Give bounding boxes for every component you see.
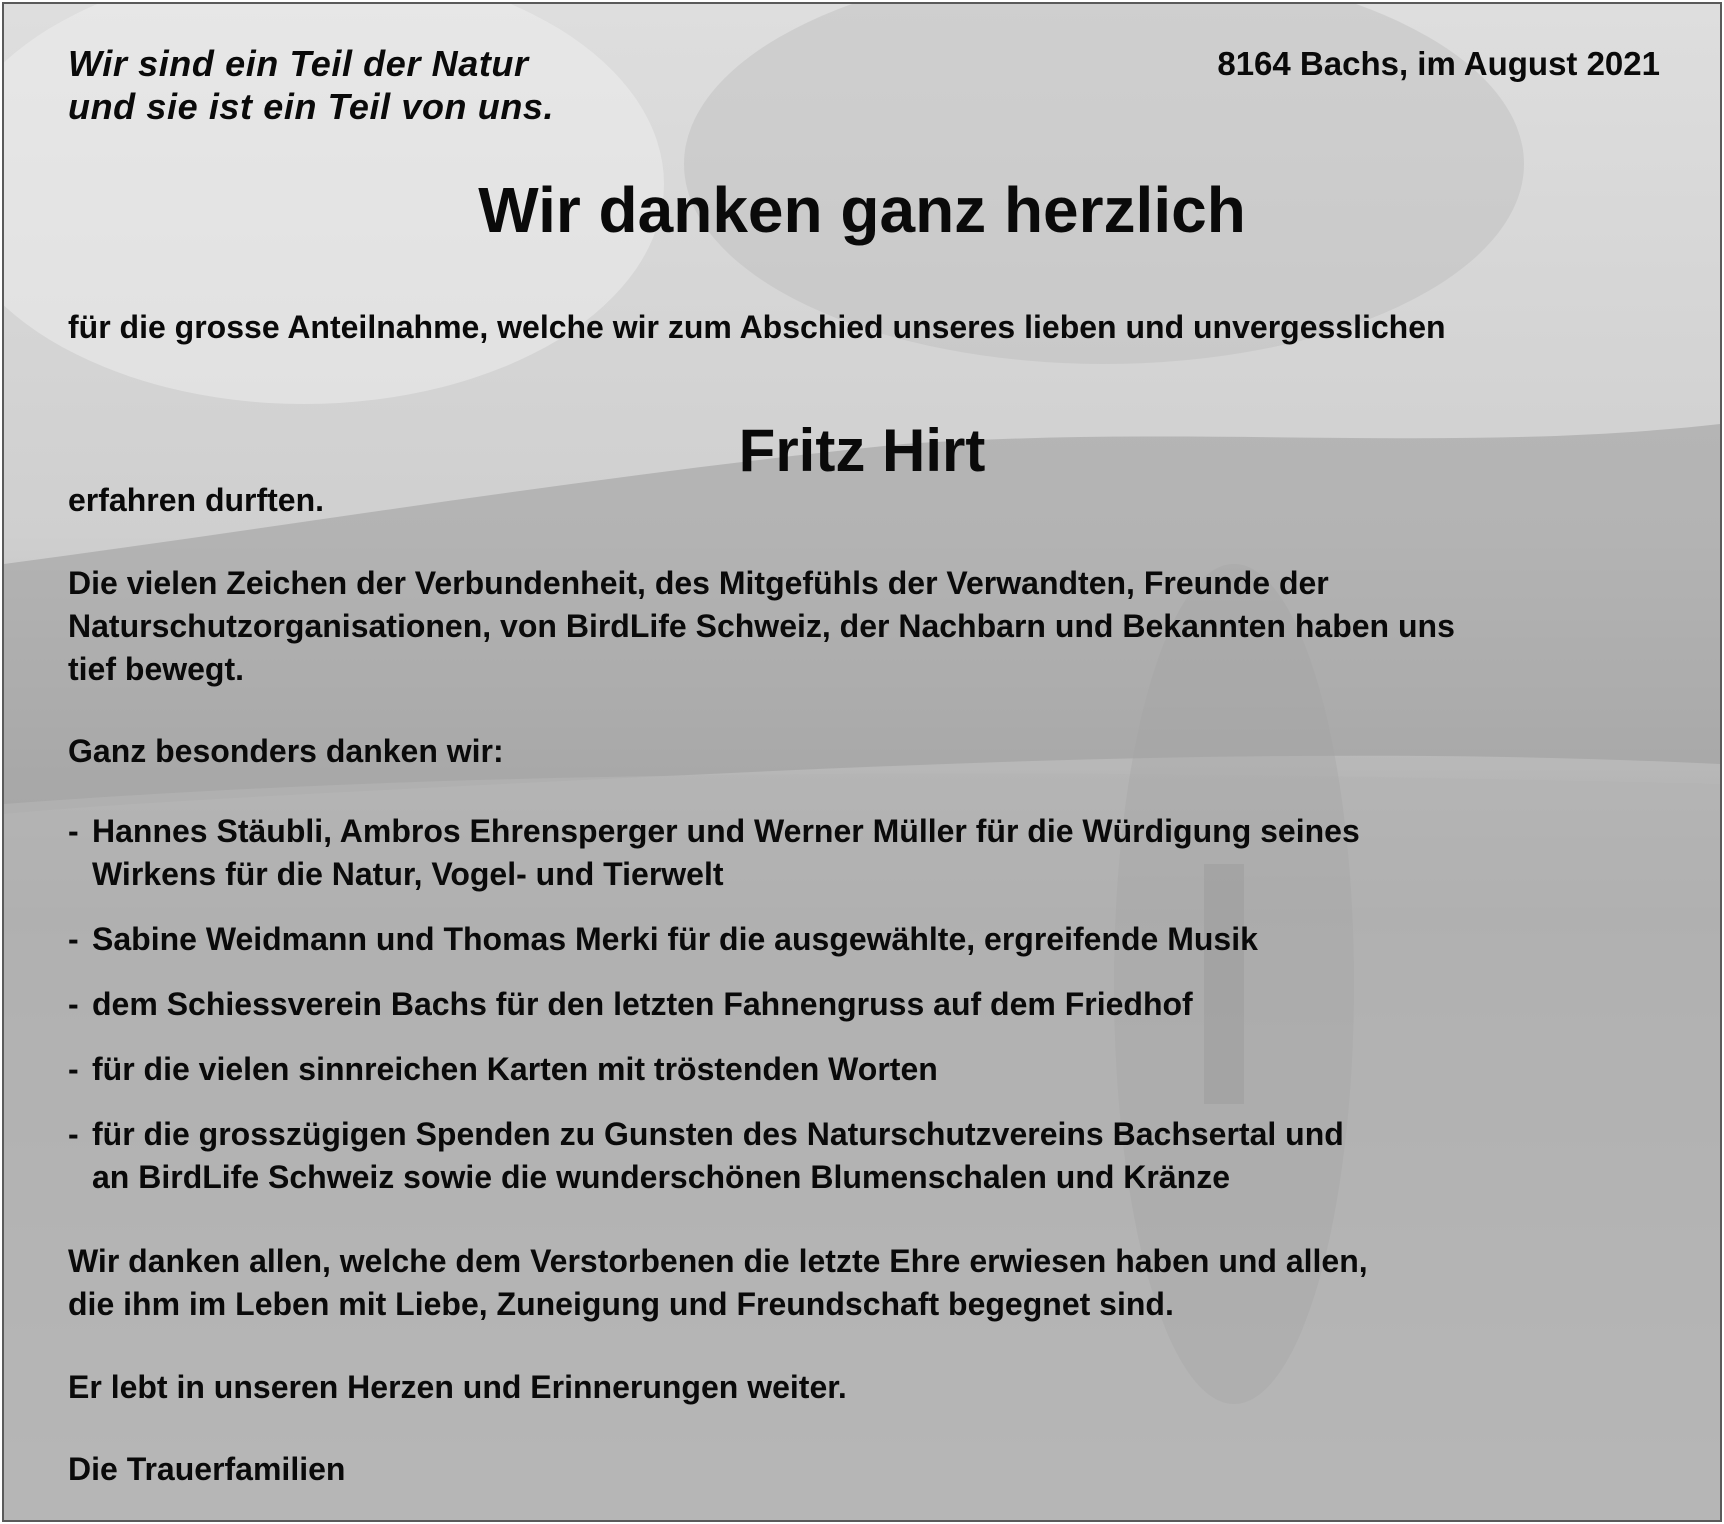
place-date: 8164 Bachs, im August 2021 bbox=[1217, 45, 1660, 82]
list-item-line: - dem Schiessverein Bachs für den letzten Fahnengruss auf dem Friedhof bbox=[92, 986, 1193, 1022]
paragraph-line: Naturschutzorganisationen, von BirdLife Schweiz, der Nachbarn und Bekannten haben uns bbox=[68, 608, 1455, 644]
paragraph-line: tief bewegt. bbox=[68, 651, 245, 687]
list-item bbox=[68, 810, 1360, 896]
list-item-line: - Sabine Weidmann und Thomas Merki für die ausgewählte, ergreifende Musik bbox=[92, 921, 1258, 957]
list-item-line: - Hannes Stäubli, Ambros Ehrensperger und Werner Müller für die Würdigung seines bbox=[92, 813, 1360, 849]
signature: Die Trauerfamilien bbox=[68, 1451, 346, 1487]
list-item bbox=[68, 983, 1360, 1026]
closing-paragraph bbox=[68, 1240, 1368, 1326]
page-title: Wir danken ganz herzlich bbox=[478, 174, 1246, 246]
intro-text: für die grosse Anteilnahme, welche wir zum Abschied unseres lieben und unvergesslichen bbox=[68, 309, 1446, 345]
after-name-text: erfahren durften. bbox=[68, 482, 325, 518]
list-item bbox=[68, 1113, 1360, 1199]
paragraph-solidarity bbox=[68, 562, 1455, 691]
deceased-name: Fritz Hirt bbox=[738, 417, 986, 484]
thanks-intro: Ganz besonders danken wir: bbox=[68, 733, 504, 769]
list-item-line: an BirdLife Schweiz sowie die wunderschönen Blumenschalen und Kränze bbox=[92, 1159, 1230, 1195]
list-item-line: - für die grosszügigen Spenden zu Gunsten des Naturschutzvereins Bachsertal und bbox=[92, 1116, 1344, 1152]
obituary-card bbox=[2, 2, 1722, 1522]
closing-line: Wir danken allen, welche dem Verstorbenen die letzte Ehre erwiesen haben und allen, bbox=[68, 1243, 1368, 1279]
list-item-line: Wirkens für die Natur, Vogel- und Tierwelt bbox=[92, 856, 724, 892]
list-item bbox=[68, 1048, 1360, 1091]
card-content bbox=[4, 4, 1720, 1520]
memory-line: Er lebt in unseren Herzen und Erinnerungen weiter. bbox=[68, 1369, 847, 1405]
motto bbox=[68, 42, 554, 128]
list-item bbox=[68, 918, 1360, 961]
thanks-list bbox=[68, 810, 1360, 1221]
closing-line: die ihm im Leben mit Liebe, Zuneigung und Freundschaft begegnet sind. bbox=[68, 1286, 1174, 1322]
motto-line-1: Wir sind ein Teil der Natur bbox=[68, 43, 529, 84]
motto-line-2: und sie ist ein Teil von uns. bbox=[68, 86, 555, 127]
paragraph-line: Die vielen Zeichen der Verbundenheit, des Mitgefühls der Verwandten, Freunde der bbox=[68, 565, 1329, 601]
list-item-line: - für die vielen sinnreichen Karten mit tröstenden Worten bbox=[92, 1051, 938, 1087]
